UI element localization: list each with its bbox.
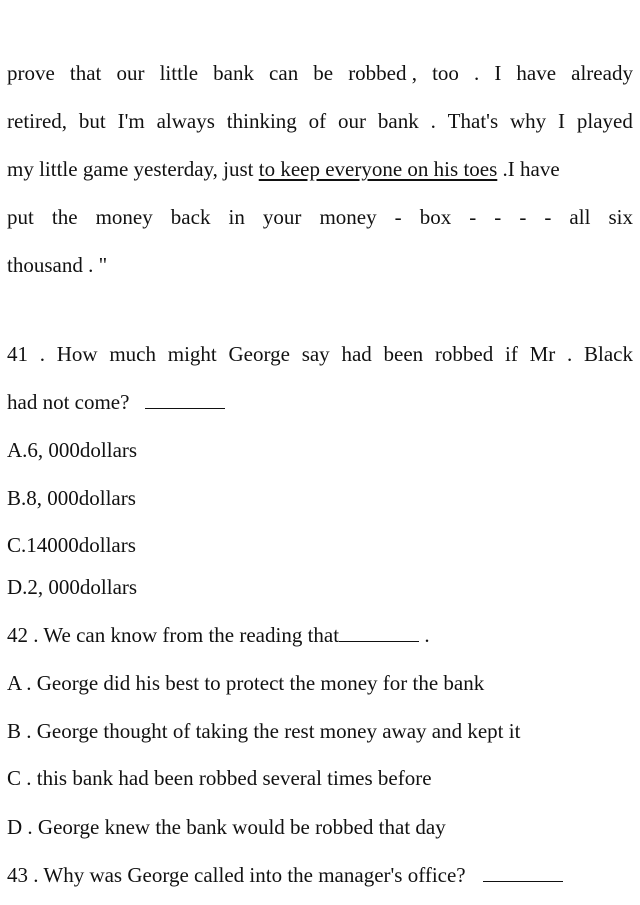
word: -	[469, 205, 477, 229]
word: too	[432, 61, 459, 85]
word: -	[544, 205, 552, 229]
word: -	[519, 205, 527, 229]
passage-line-1	[7, 60, 633, 86]
word: George	[228, 342, 290, 366]
option-42-c: C . this bank had been robbed several times before	[7, 766, 432, 790]
answer-blank	[483, 863, 563, 882]
question-text: 42 . We can know from the reading that	[7, 623, 340, 647]
word: .	[474, 61, 480, 85]
word: if	[505, 342, 518, 366]
word: much	[109, 342, 156, 366]
option-41-a: A.6, 000dollars	[7, 438, 138, 462]
word: 41	[7, 342, 28, 366]
word: been	[383, 342, 424, 366]
word: box	[419, 205, 452, 229]
option-42-b: B . George thought of taking the rest money away and kept it	[7, 719, 521, 743]
word: the	[51, 205, 78, 229]
passage-line-4	[7, 204, 633, 230]
word: our	[116, 61, 145, 85]
word: played	[576, 109, 633, 133]
word: Mr	[529, 342, 556, 366]
word: bank	[377, 109, 419, 133]
word: already	[571, 61, 633, 85]
word: can	[269, 61, 299, 85]
answer-blank	[339, 623, 419, 642]
option-41-d: D.2, 000dollars	[7, 575, 138, 599]
word: I	[494, 61, 502, 85]
word: .	[430, 109, 436, 133]
word: that	[69, 61, 102, 85]
word: -	[394, 205, 402, 229]
question-text: .	[419, 623, 430, 647]
word: retired,	[7, 109, 68, 133]
word: in	[228, 205, 245, 229]
option-41-b: B.8, 000dollars	[7, 486, 136, 510]
passage-text: my little game yesterday, just	[7, 157, 259, 181]
word: but	[78, 109, 106, 133]
passage-line-5: thousand . "	[7, 253, 108, 277]
word: why	[509, 109, 547, 133]
word: had	[341, 342, 372, 366]
passage-line-3	[7, 156, 633, 182]
word: money	[319, 205, 377, 229]
word: put	[7, 205, 34, 229]
question-43-stem	[7, 862, 563, 888]
word: That's	[447, 109, 499, 133]
question-41-stem-end	[7, 389, 225, 415]
passage-line-2	[7, 108, 633, 134]
word: How	[56, 342, 98, 366]
word: six	[608, 205, 633, 229]
word: your	[262, 205, 302, 229]
word: .	[567, 342, 573, 366]
word: of	[308, 109, 327, 133]
word: robbed	[434, 342, 494, 366]
question-42-stem	[7, 622, 430, 648]
word: money	[95, 205, 153, 229]
word: bank	[213, 61, 254, 85]
word: I'm	[117, 109, 145, 133]
word: back	[170, 205, 211, 229]
word: prove	[7, 61, 55, 85]
word: all	[569, 205, 591, 229]
option-41-c: C.14000dollars	[7, 533, 136, 557]
word: I	[558, 109, 566, 133]
underlined-phrase: to keep everyone on his toes	[258, 157, 498, 181]
question-41-stem	[7, 341, 633, 367]
question-text: 43 . Why was George called into the manager's office?	[7, 863, 466, 887]
passage-text: .I have	[497, 157, 560, 181]
word: -	[494, 205, 502, 229]
word: have	[516, 61, 557, 85]
answer-blank	[145, 390, 225, 409]
word: might	[167, 342, 217, 366]
word: Black	[584, 342, 633, 366]
word: .	[39, 342, 45, 366]
word: little	[159, 61, 199, 85]
word: always	[156, 109, 215, 133]
word: thinking	[226, 109, 297, 133]
option-42-a: A . George did his best to protect the money for the bank	[7, 671, 485, 695]
word: robbed ,	[348, 61, 418, 85]
question-text: had not come?	[7, 390, 130, 414]
option-42-d: D . George knew the bank would be robbed that day	[7, 815, 446, 839]
word: our	[338, 109, 367, 133]
word: say	[301, 342, 330, 366]
word: be	[313, 61, 334, 85]
